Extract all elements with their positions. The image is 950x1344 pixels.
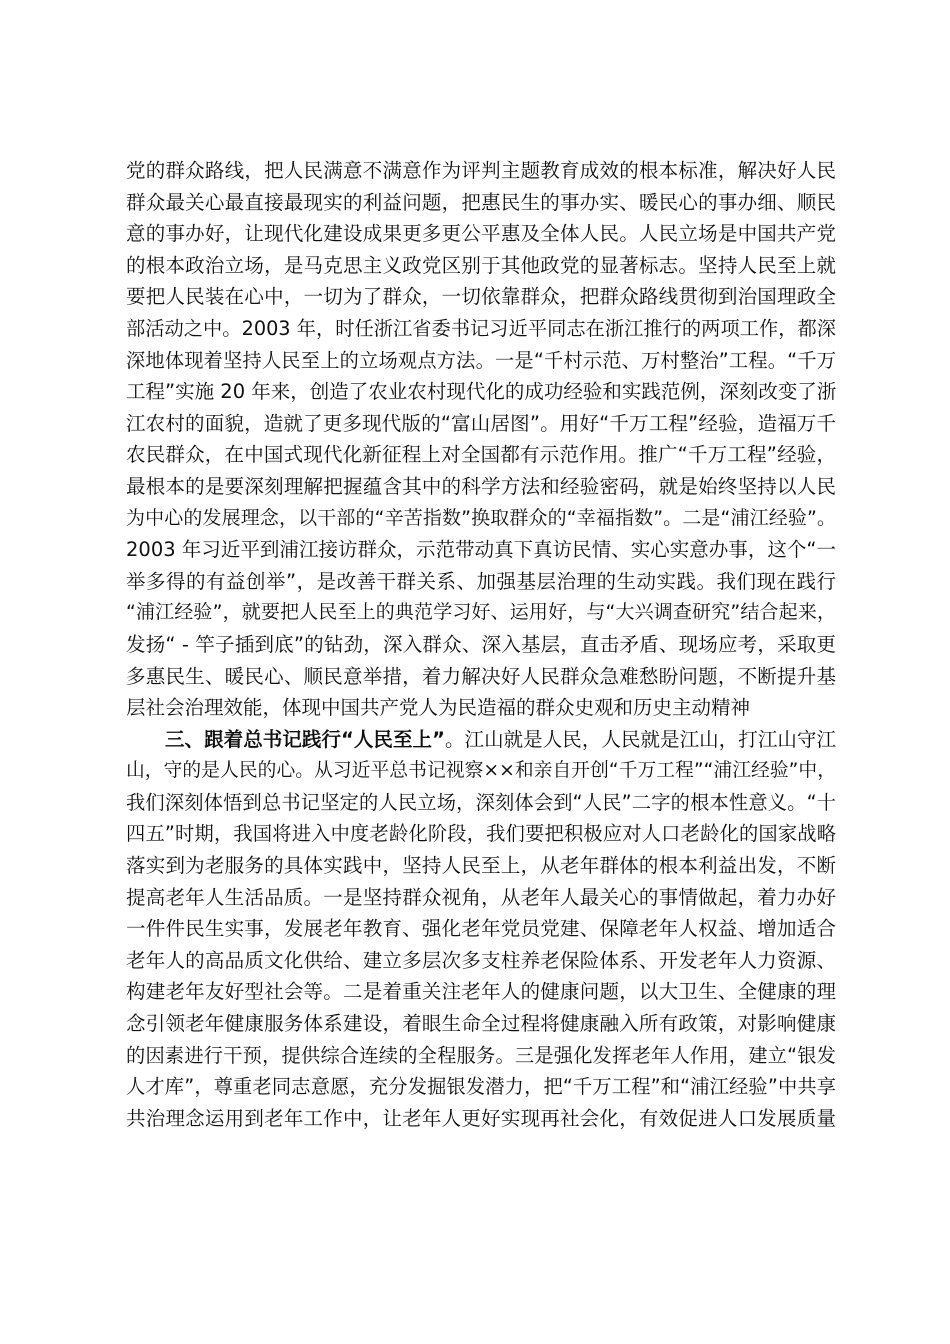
paragraph-line: 一件件民生实事，发展老年教育、强化老年党员党建、保障老年人权益、增加适合	[126, 917, 836, 941]
paragraph-line: 提高老年人生活品质。一是坚持群众视角，从老年人最关心的事情做起，着力办好	[126, 885, 836, 909]
paragraph-line-rest: 。江山就是人民，人民就是江山，打江山守江	[444, 727, 836, 751]
paragraph-line: 工程”实施 20 年来，创造了农业农村现代化的成功经验和实践范例，深刻改变了浙	[126, 380, 837, 404]
paragraph-line: 2003 年习近平到浦江接访群众，示范带动真下真访民情、实心实意办事，这个“一	[126, 538, 836, 562]
paragraph-line: 我们深刻体悟到总书记坚定的人民立场，深刻体会到“人民”二字的根本性意义。“十	[126, 790, 836, 814]
paragraph-line: 江农村的面貌，造就了更多现代版的“富山居图”。用好“千万工程”经验，造福万千	[126, 411, 836, 435]
paragraph-1	[126, 155, 836, 1134]
paragraph-line: 农民群众，在中国式现代化新征程上对全国都有示范作用。推广“千万工程”经验，	[126, 443, 836, 467]
paragraph-line: 共治理念运用到老年工作中，让老年人更好实现再社会化，有效促进人口发展质量	[126, 1106, 836, 1130]
paragraph-line: 山，守的是人民的心。从习近平总书记视察××和亲自开创“千万工程”“浦江经验”中，	[126, 760, 836, 782]
paragraph-line: 党的群众路线，把人民满意不满意作为评判主题教育成效的根本标准，解决好人民	[126, 159, 836, 182]
paragraph-line: 要把人民装在心中，一切为了群众，一切依靠群众，把群众路线贯彻到治国理政全	[126, 285, 836, 309]
paragraph-line: 意的事办好，让现代化建设成果更多更公平惠及全体人民。人民立场是中国共产党	[126, 222, 836, 246]
paragraph-line: 部活动之中。2003 年，时任浙江省委书记习近平同志在浙江推行的两项工作，都深	[126, 316, 836, 340]
paragraph-line: 的根本政治立场，是马克思主义政党区别于其他政党的显著标志。坚持人民至上就	[126, 253, 836, 277]
paragraph-line: 的因素进行干预，提供综合连续的全程服务。三是强化发挥老年人作用，建立“银发	[126, 1043, 836, 1067]
paragraph-line: 群众最关心最直接最现实的利益问题，把惠民生的事办实、暖民心的事办细、顺民	[126, 190, 836, 214]
paragraph-line: 深地体现着坚持人民至上的立场观点方法。一是“千村示范、万村整治”工程。“千万	[126, 348, 836, 372]
paragraph-line: 举多得的有益创举”，是改善干群关系、加强基层治理的生动实践。我们现在践行	[126, 569, 836, 593]
paragraph-line: 念引领老年健康服务体系建设，着眼生命全过程将健康融入所有政策，对影响健康	[126, 1012, 836, 1036]
paragraph-line: 层社会治理效能，体现中国共产党人为民造福的群众史观和历史主动精神	[126, 696, 751, 720]
paragraph-line: 落实到为老服务的具体实践中，坚持人民至上，从老年群体的根本利益出发，不断	[126, 854, 836, 878]
paragraph-line: 为中心的发展理念，以干部的“辛苦指数”换取群众的“幸福指数”。二是“浦江经验”。	[126, 506, 836, 529]
paragraph-line: 四五”时期，我国将进入中度老龄化阶段，我们要把积极应对人口老龄化的国家战略	[126, 822, 836, 846]
paragraph-line: 多惠民生、暖民心、顺民意举措，着力解决好人民群众急难愁盼问题，不断提升基	[126, 664, 836, 688]
paragraph-line: 构建老年友好型社会等。二是着重关注老年人的健康问题，以大卫生、全健康的理	[126, 980, 836, 1004]
paragraph-2-first-line	[126, 724, 836, 756]
paragraph-line: 老年人的高品质文化供给、建立多层次多支柱养老保险体系、开发老年人力资源、	[126, 948, 836, 972]
paragraph-line: 最根本的是要深刻理解把握蕴含其中的科学方法和经验密码，就是始终坚持以人民	[126, 474, 836, 498]
paragraph-line: 发扬“ - 竿子插到底”的钻劲，深入群众、深入基层，直击矛盾、现场应考，采取更	[126, 632, 836, 656]
section-heading: 三、跟着总书记践行“人民至上”	[165, 727, 445, 751]
paragraph-line: 人才库”，尊重老同志意愿，充分发掘银发潜力，把“千万工程”和“浦江经验”中共享	[126, 1075, 836, 1099]
paragraph-line: “浦江经验”，就要把人民至上的典范学习好、运用好，与“大兴调查研究”结合起来，	[126, 601, 836, 624]
